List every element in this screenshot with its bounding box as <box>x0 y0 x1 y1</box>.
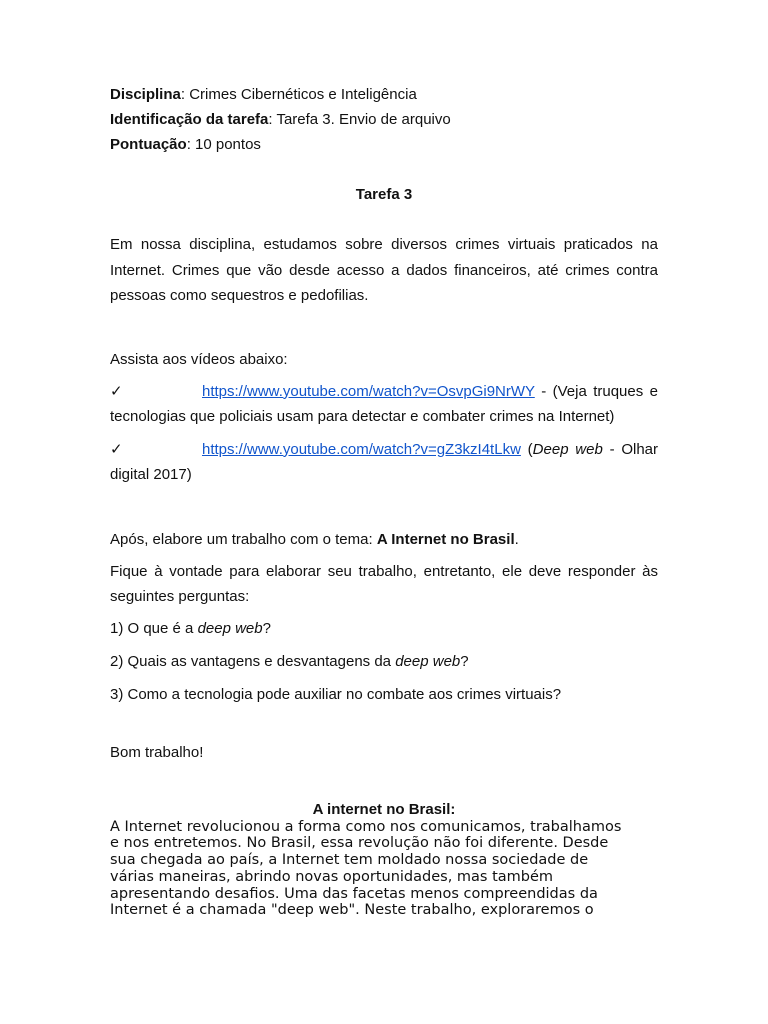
video-item-2 <box>110 437 658 487</box>
checkmark-icon: ✓ <box>110 440 123 458</box>
task-id-value: : Tarefa 3. Envio de arquivo <box>268 111 451 128</box>
score-label: Pontuação <box>110 136 187 153</box>
video-desc-2-open: ( <box>520 440 533 458</box>
essay-line: apresentando desafios. Uma das facetas menos compreendidas da <box>110 885 598 902</box>
discipline-line <box>110 82 658 107</box>
essay-title: A internet no Brasil: <box>312 800 456 818</box>
essay-section <box>110 801 658 920</box>
document-body <box>110 82 658 919</box>
question-1: 1) O que é a deep web? <box>110 619 271 637</box>
essay-line: várias maneiras, abrindo novas oportunidades, mas também <box>110 868 554 885</box>
video-desc-1: - (Veja truques e tecnologias que policiais usam para detectar e combater crimes na Internet) <box>110 382 658 425</box>
essay-text <box>110 819 658 920</box>
essay-line: e nos entretemos. No Brasil, essa revolução não foi diferente. Desde <box>110 835 609 852</box>
closing-text: Bom trabalho! <box>110 743 204 761</box>
essay-line: A Internet revolucionou a forma como nos comunicamos, trabalhamos <box>110 818 622 835</box>
task-id-line <box>110 107 658 132</box>
video-link-1[interactable]: https://www.youtube.com/watch?v=OsvpGi9NrWY <box>202 382 535 400</box>
score-line <box>110 132 658 157</box>
video-link-2[interactable]: https://www.youtube.com/watch?v=gZ3kzI4tLkw <box>202 440 521 458</box>
video-desc-2-italic: Deep web <box>532 440 603 458</box>
instructions-paragraph: Fique à vontade para elaborar seu trabalho, entretanto, ele deve responder às seguintes perguntas: <box>110 562 658 605</box>
question-2: 2) Quais as vantagens e desvantagens da deep web? <box>110 652 469 670</box>
video-desc-2-rest: - Olhar digital 2017) <box>110 440 659 483</box>
discipline-label: Disciplina <box>110 86 181 103</box>
task-theme-line: Após, elabore um trabalho com o tema: A Internet no Brasil. <box>110 530 519 548</box>
task-id-label: Identificação da tarefa <box>110 111 269 128</box>
essay-line: Internet é a chamada "deep web". Neste trabalho, exploraremos o <box>110 902 594 919</box>
question-3: 3) Como a tecnologia pode auxiliar no combate aos crimes virtuais? <box>110 685 562 703</box>
videos-heading: Assista aos vídeos abaixo: <box>110 350 288 368</box>
essay-line: sua chegada ao país, a Internet tem moldado nossa sociedade de <box>110 852 589 869</box>
checkmark-icon: ✓ <box>110 382 123 400</box>
score-value: : 10 pontos <box>186 136 261 153</box>
video-item-1 <box>110 379 658 429</box>
task-title: Tarefa 3 <box>355 186 413 203</box>
discipline-value: : Crimes Cibernéticos e Inteligência <box>180 86 417 103</box>
task-theme: A Internet no Brasil <box>376 530 515 548</box>
intro-paragraph: Em nossa disciplina, estudamos sobre diversos crimes virtuais praticados na Internet. Crimes que vão desde acesso a dados financeiros, até crimes contra pessoas como sequestros e pedofilias. <box>110 236 658 304</box>
